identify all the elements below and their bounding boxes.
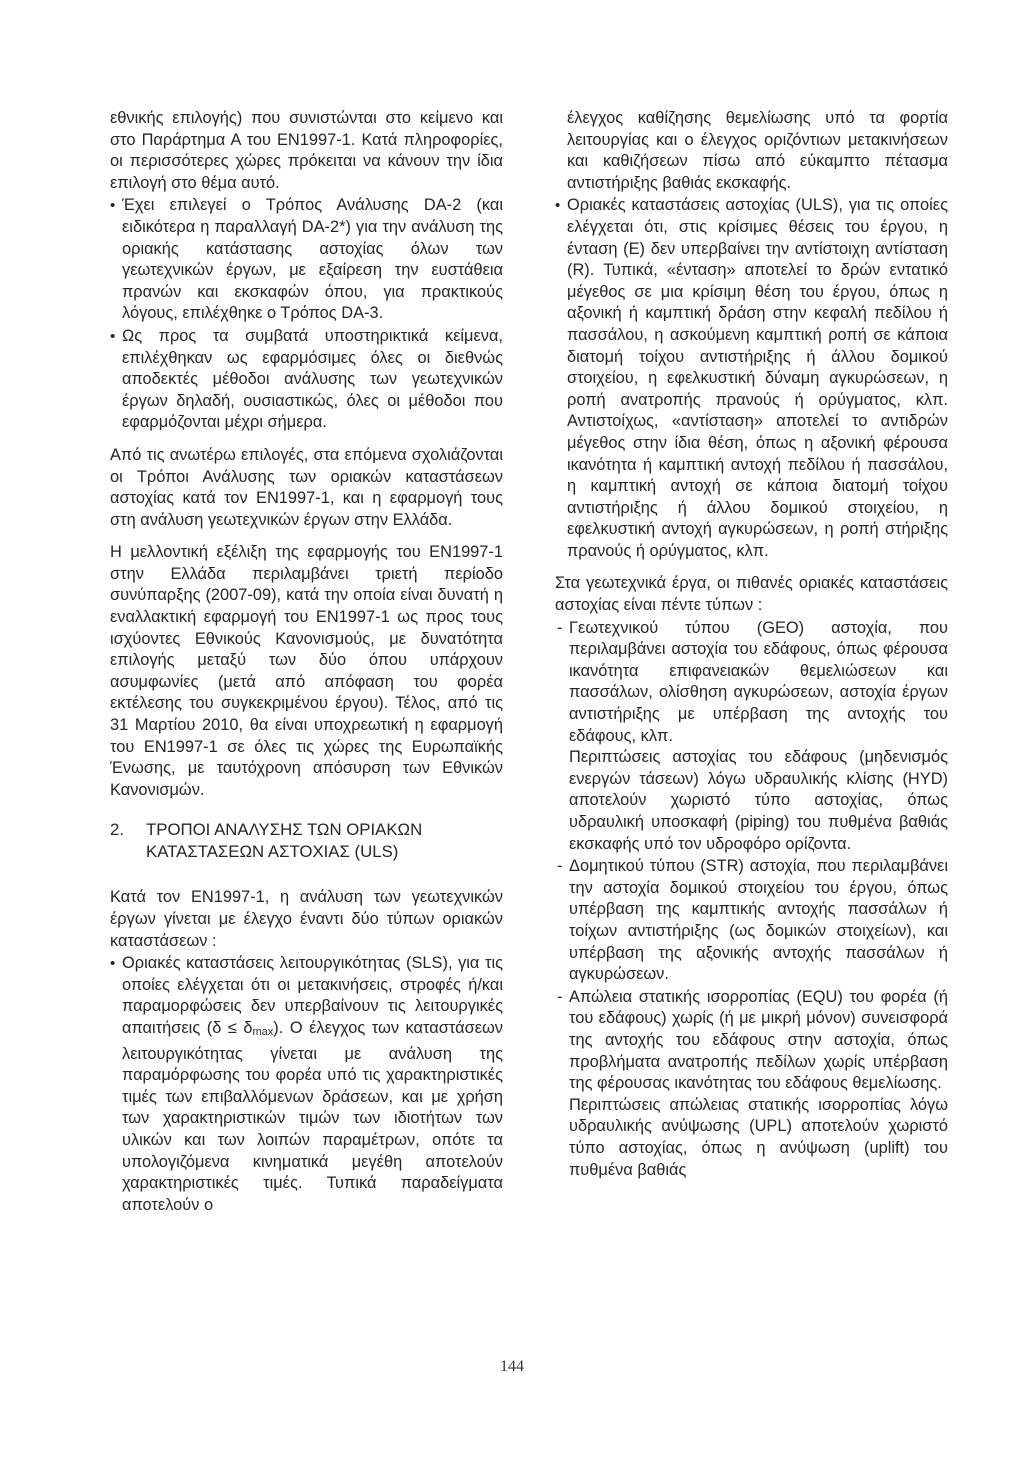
dash-item bbox=[555, 618, 948, 856]
paragraph: εθνικής επιλογής) που συνιστώνται στο κείμενο και στο Παράρτημα Α του ΕΝ1997-1. Κατά πληροφορίες, οι περισσότερες χώρες πρόκειται να κάνουν την ίδια επιλογή στο θέμα αυτό. bbox=[110, 109, 503, 192]
paragraph: Από τις ανωτέρω επιλογές, στα επόμενα σχολιάζονται οι Τρόποι Ανάλυσης των οριακών καταστάσεων αστοχίας κατά τον ΕΝ1997-1, και η εφαρμογή τους στη ανάλυση γεωτεχνικών έργων στην Ελλάδα. bbox=[110, 445, 503, 529]
paragraph: Η μελλοντική εξέλιξη της εφαρμογής του ΕΝ1997-1 στην Ελλάδα περιλαμβάνει τριετή περίοδο συνύπαρξης (2007-09), κατά την οποία είναι δυνατή η εναλλακτική εφαρμογή του ΕΝ1997-1 ως προς τους ισχύοντες Εθνικούς Κανονισμούς, με δυνατότητα επιλογής μεταξύ των δύο όπου υπάρχουν ασυμφωνίες (μετά από απόφαση του φορέα εκτέλεσης του συγκεκριμένου έργου). Τέλος, από τις 31 Μαρτίου 2010, θα είναι υποχρεωτική η εφαρμογή του ΕΝ1997-1 σε όλες τις χώρες της Ευρωπαϊκής Ένωσης, με ταυτόχρονη απόσυρση των Εθνικών Κανονισμών. bbox=[110, 543, 503, 799]
dash-text: Περιπτώσεις απώλειας στατικής ισορροπίας λόγω υδραυλικής ανύψωσης (UPL) αποτελούν χωριστό τύπο αστοχίας, όπως η ανύψωση (uplift) του πυθμένα βαθιάς bbox=[569, 1095, 948, 1179]
bullet-text-part: Οριακές καταστάσεις λειτουργικότητας (SLS), για τις οποίες ελέγχεται ότι οι μετακινήσεις, στροφές ή/και παραμορφώσεις δεν υπερβαίνουν τις λειτουργικές απαιτήσεις (δ ≤ δ bbox=[122, 954, 503, 1037]
bullet-text-part: ). Ο έλεγχος των καταστάσεων λειτουργικότητας γίνεται με ανάλυση της παραμόρφωσης του φορέα υπό τις χαρακτηριστικές τιμές των επιβαλλόμενων δράσεων, και με χρήση των χαρακτηριστικών τιμών των ιδιοτήτων των υλικών και των λοιπών παραμέτρων, οπότε τα υπολογιζόμενα κινηματικά μεγέθη αποτελούν χαρακτηριστικές τιμές. Τυπικά παραδείγματα αποτελούν ο bbox=[122, 1018, 503, 1214]
dash-item bbox=[555, 987, 948, 1181]
bullet-item: • Οριακές καταστάσεις αστοχίας (ULS), για τις οποίες ελέγχεται ότι, στις κρίσιμες θέσεις του έργου, η ένταση (Ε) δεν υπερβαίνει την αντίστοιχη αντίσταση (R). Τυπικά, «ένταση» αποτελεί το δρών εντατικό μέγεθος σε μια κρίσιμη θέση του έργου, όπως η αξονική ή καμπτική δράση στην κεφαλή πεδίλου ή πασσάλου, η ασκούμενη καμπτική ροπή σε κάποια διατομή τοίχου αντιστήριξης ή άλλου δομικού στοιχείου, η εφελκυστική δύναμη αγκυρώσεων, η ροπή ανατροπής πρανούς ή ορύγματος, κλπ. Αντιστοίχως, «αντίσταση» αποτελεί το αντιδρών μέγεθος στην ίδια θέση, όπως η αξονική φέρουσα ικανότητα ή καμπτική αντοχή πεδίλου ή πασσάλου, η καμπτική αντοχή σε κάποια διατομή τοίχου αντιστήριξης ή άλλου δομικού στοιχείου, η εφελκυστική αντοχή αγκυρώσεων, η ροπή στήριξης πρανούς ή ορύγματος, κλπ. bbox=[555, 195, 948, 562]
page-number: 144 bbox=[500, 1358, 524, 1375]
section-heading bbox=[110, 819, 503, 863]
subscript: max bbox=[252, 1025, 274, 1038]
paragraph: Στα γεωτεχνικά έργα, οι πιθανές οριακές καταστάσεις αστοχίας είναι πέντε τύπων : bbox=[555, 574, 948, 615]
right-column bbox=[555, 108, 948, 1182]
section-number: 2. bbox=[110, 820, 124, 840]
dash-text: Περιπτώσεις αστοχίας του εδάφους (μηδενισμός ενεργών τάσεων) λόγω υδραυλικής κλίσης (HYD) αποτελούν χωριστό τύπο αστοχίας, όπως υδραυλική υποσκαφή (piping) του πυθμένα βαθιάς εκσκαφής υπό τον υδροφόρο ορίζοντα. bbox=[569, 748, 948, 853]
dash-text: - Απώλεια στατικής ισορροπίας (EQU) του φορέα (ή του εδάφους) χωρίς (ή με μικρή μόνον) συνεισφορά της αντοχής του εδάφους στην αστοχία, όπως προβλήματα ανατροπής πεδίλων χωρίς υπέρβαση της φέρουσας ικανότητας του εδάφους θεμελίωσης. bbox=[569, 987, 948, 1093]
bullet-item: • Έχει επιλεγεί ο Τρόπος Ανάλυσης DA-2 (και ειδικότερα η παραλλαγή DA-2*) για την ανάλυση της οριακής κατάστασης αστοχίας όλων των γεωτεχνικών έργων, με εξαίρεση την ευστάθεια πρανών και εκσκαφών όπου, για πρακτικούς λόγους, επιλέχθηκε ο Τρόπος DA-3. bbox=[110, 195, 503, 325]
paragraph: έλεγχος καθίζησης θεμελίωσης υπό τα φορτία λειτουργίας και ο έλεγχος οριζόντιων μετακινήσεων και καθιζήσεων πίσω από εύκαμπτο πέτασμα αντιστήριξης βαθιάς εκσκαφής. bbox=[567, 109, 948, 192]
bullet-item: • Ως προς τα συμβατά υποστηρικτικά κείμενα, επιλέχθηκαν ως εφαρμόσιμες όλες οι διεθνώς αποδεκτές μέθοδοι ανάλυσης των γεωτεχνικών έργων δηλαδή, ουσιαστικώς, όλες οι μέθοδοι που εφαρμόζονται μέχρι σήμερα. bbox=[110, 326, 503, 434]
dash-text: - Γεωτεχνικού τύπου (GEO) αστοχία, που περιλαμβάνει αστοχία του εδάφους, όπως φέρουσα ικανότητα επιφανειακών θεμελιώσεων και πασσάλων, ολίσθηση αγκυρώσεων, αστοχία έργων αντιστήριξης με υπέρβαση της αντοχής του εδάφους, κλπ. bbox=[569, 618, 948, 745]
bullet-item bbox=[110, 953, 503, 1216]
left-column bbox=[110, 108, 503, 1217]
paragraph: Κατά τον ΕΝ1997-1, η ανάλυση των γεωτεχνικών έργων γίνεται με έλεγχο έναντι δύο τύπων οριακών καταστάσεων : bbox=[110, 888, 503, 950]
dash-item: - Δομητικού τύπου (STR) αστοχία, που περιλαμβάνει την αστοχία δομικού στοιχείου του έργου, όπως υπέρβαση της καμπτικής αντοχής πασσάλων ή τοίχων αντιστήριξης (ως δομικών στοιχείων), και υπέρβαση της αξονικής αντοχής πασσάλων ή αγκυρώσεων. bbox=[555, 856, 948, 986]
section-title: ΤΡΟΠΟΙ ΑΝΑΛΥΣΗΣ ΤΩΝ ΟΡΙΑΚΩΝ ΚΑΤΑΣΤΑΣΕΩΝ ΑΣΤΟΧΙΑΣ (ULS) bbox=[146, 820, 423, 862]
